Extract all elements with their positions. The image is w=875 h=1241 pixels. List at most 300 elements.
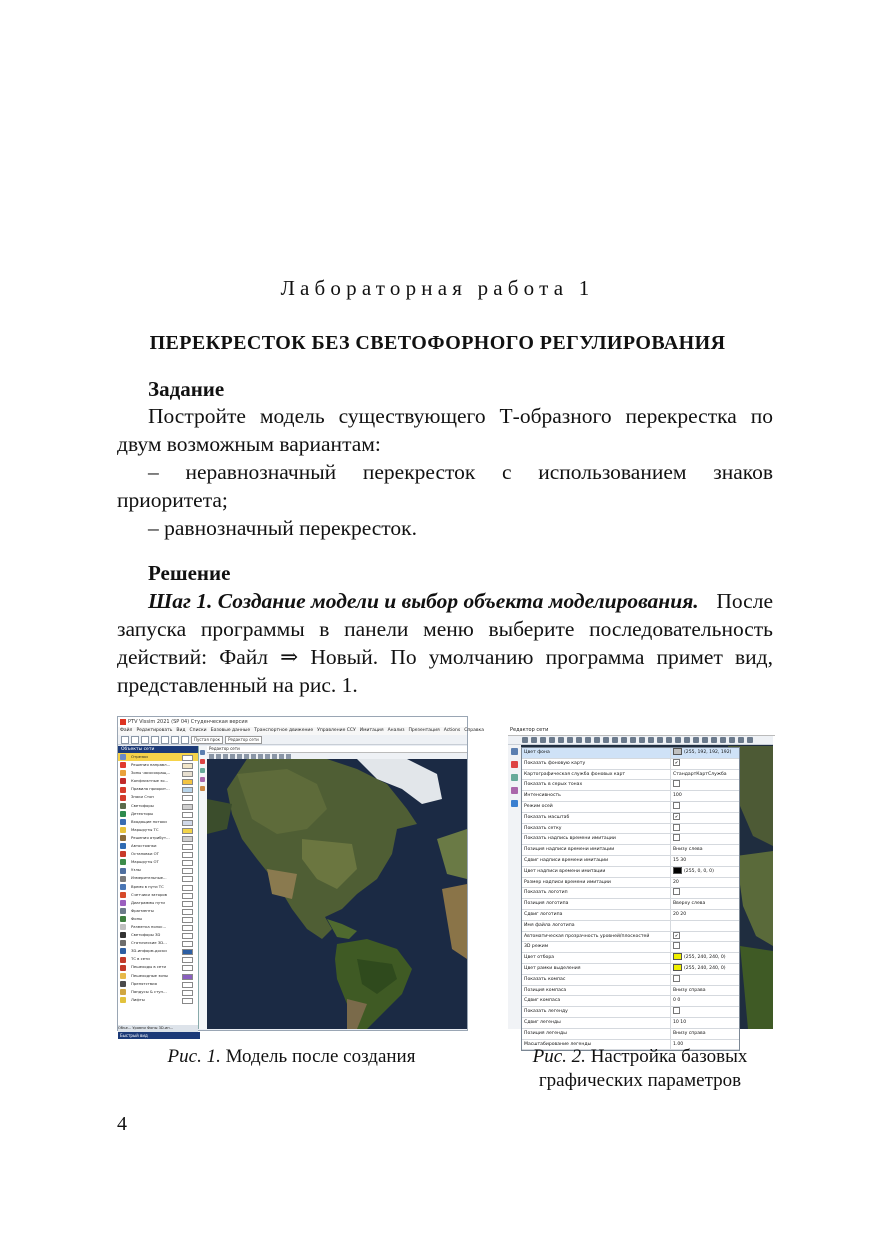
property-value[interactable] xyxy=(671,813,739,823)
object-color-swatch[interactable] xyxy=(182,933,193,939)
property-value[interactable] xyxy=(671,856,739,866)
solution-line-3: действий: Файл ⇒ Новый. По умолчанию программа примет вид, xyxy=(117,645,773,669)
property-checkbox[interactable]: ✔ xyxy=(674,932,679,938)
network-object-row[interactable] xyxy=(118,915,198,923)
property-row[interactable] xyxy=(522,975,739,986)
property-name: Картографическая служба фоновых карт xyxy=(522,770,671,780)
toolbar-icon[interactable] xyxy=(711,737,717,743)
network-object-row[interactable] xyxy=(118,785,198,793)
network-object-row[interactable] xyxy=(118,858,198,866)
text-value: 0 0 xyxy=(673,998,681,1004)
menu-item[interactable]: Анализ xyxy=(387,728,405,733)
property-checkbox[interactable] xyxy=(673,1007,680,1014)
save-file-icon[interactable] xyxy=(141,736,149,744)
network-object-row[interactable] xyxy=(118,818,198,826)
property-value[interactable] xyxy=(671,759,739,769)
network-object-row[interactable] xyxy=(118,753,198,761)
property-row[interactable] xyxy=(522,748,739,759)
object-color-swatch[interactable] xyxy=(182,804,193,810)
property-checkbox[interactable] xyxy=(673,975,680,982)
network-object-icon xyxy=(120,843,126,849)
rotate-tool-icon[interactable] xyxy=(200,777,205,782)
property-name: 3D режим xyxy=(522,942,671,952)
menu-bar xyxy=(118,727,485,735)
menu-item[interactable]: Имитация xyxy=(359,728,384,733)
property-name: Показать легенду xyxy=(522,1007,671,1017)
network-object-label: Светофоры 3D xyxy=(131,932,161,938)
pan-tool-icon[interactable] xyxy=(200,768,205,773)
network-object-row[interactable] xyxy=(118,769,198,777)
editor-title: Редактор сети xyxy=(508,726,775,736)
toolbar-icon[interactable] xyxy=(630,737,636,743)
toolbar-icon[interactable] xyxy=(657,737,663,743)
property-value[interactable] xyxy=(671,986,739,996)
property-value[interactable] xyxy=(671,899,739,909)
network-object-icon xyxy=(120,981,126,987)
network-object-label: Детекторы xyxy=(131,810,154,816)
property-row[interactable] xyxy=(522,964,739,975)
object-color-swatch[interactable] xyxy=(182,893,193,899)
property-value[interactable] xyxy=(671,802,739,812)
property-checkbox[interactable]: ✔ xyxy=(674,759,679,765)
property-name: Цвет надписи времени имитации xyxy=(522,867,671,877)
network-object-label: Лифты xyxy=(131,996,145,1002)
network-object-icon xyxy=(120,803,126,809)
menu-item[interactable]: Транспортное движение xyxy=(254,728,314,733)
toolbar-icon[interactable] xyxy=(648,737,654,743)
object-color-swatch[interactable] xyxy=(182,917,193,923)
network-objects-list xyxy=(118,753,198,1004)
network-object-label: Счетчики заторов xyxy=(131,891,167,897)
select-tool-icon[interactable] xyxy=(200,750,205,755)
text-value: 20 20 xyxy=(673,911,687,917)
property-value[interactable] xyxy=(671,867,739,877)
property-row[interactable] xyxy=(522,899,739,910)
property-checkbox[interactable] xyxy=(673,802,680,809)
stop-icon[interactable] xyxy=(181,736,189,744)
network-object-row[interactable] xyxy=(118,947,198,955)
network-object-row[interactable] xyxy=(118,842,198,850)
network-object-label: Диаграммы пути xyxy=(131,899,165,905)
zoom-tool-icon[interactable] xyxy=(200,759,205,764)
property-name: Сдвиг компаса xyxy=(522,996,671,1006)
figure-1-caption-label: Рис. 1. xyxy=(167,1046,221,1067)
network-object-row[interactable] xyxy=(118,874,198,882)
menu-item[interactable]: Файл xyxy=(120,728,133,733)
toolbar-icon[interactable] xyxy=(702,737,708,743)
network-object-label: Светофоры xyxy=(131,802,154,808)
network-object-icon xyxy=(120,948,126,954)
object-color-swatch[interactable] xyxy=(182,974,193,980)
property-value[interactable] xyxy=(671,975,739,985)
network-object-label: Время в пути ТС xyxy=(131,883,164,889)
property-value[interactable] xyxy=(671,996,739,1006)
property-name: Показать в серых тонах xyxy=(522,780,671,790)
app-icon xyxy=(120,719,126,725)
property-value[interactable] xyxy=(671,921,739,931)
color-value: (255, 240, 240, 0) xyxy=(684,965,726,971)
network-object-row[interactable] xyxy=(118,761,198,769)
network-object-label: Статические 3D... xyxy=(131,940,167,946)
object-color-swatch[interactable] xyxy=(182,795,193,801)
menu-item[interactable]: Вид xyxy=(176,728,186,733)
network-object-label: Автостоянки xyxy=(131,843,157,849)
property-row[interactable] xyxy=(522,802,739,813)
network-object-row[interactable] xyxy=(118,931,198,939)
property-value[interactable] xyxy=(671,1007,739,1017)
panel-title: Объекты сети xyxy=(118,746,198,753)
editor-side-toolbar xyxy=(508,745,521,1029)
property-row[interactable] xyxy=(522,942,739,953)
open-file-icon[interactable] xyxy=(131,736,139,744)
main-title: ПЕРЕКРЕСТОК БЕЗ СВЕТОФОРНОГО РЕГУЛИРОВАНИЯ xyxy=(149,332,726,354)
property-value[interactable] xyxy=(671,1029,739,1039)
color-swatch[interactable] xyxy=(673,867,682,874)
page-number: 4 xyxy=(117,1113,127,1135)
property-value[interactable] xyxy=(671,910,739,920)
property-value[interactable] xyxy=(671,1018,739,1028)
property-name: Имя файла логотипа xyxy=(522,921,671,931)
property-row[interactable] xyxy=(522,878,739,889)
editor-toolbar xyxy=(508,736,773,745)
task-line-5: – равнозначный перекресток. xyxy=(148,516,417,540)
new-file-icon[interactable] xyxy=(121,736,129,744)
network-object-label: Пешеходы в сети xyxy=(131,964,166,970)
property-row[interactable] xyxy=(522,996,739,1007)
property-row[interactable] xyxy=(522,888,739,899)
network-object-icon xyxy=(120,754,126,760)
graphic-parameters-table xyxy=(521,747,740,1051)
figure-2-screenshot xyxy=(508,726,773,1047)
property-row[interactable] xyxy=(522,759,739,770)
text-value: 20 xyxy=(673,879,679,885)
property-checkbox[interactable] xyxy=(673,834,680,841)
panel-tabs[interactable]: Объе... Уровни Фоны 3D-ин... xyxy=(118,1025,198,1032)
object-color-swatch[interactable] xyxy=(182,965,193,971)
toolbar-icon[interactable] xyxy=(567,737,573,743)
menu-item[interactable]: Базовые данные xyxy=(210,728,251,733)
menu-item[interactable]: Презентация xyxy=(408,728,440,733)
property-value[interactable] xyxy=(671,932,739,942)
object-color-swatch[interactable] xyxy=(182,844,193,850)
network-object-label: Решения атрибут... xyxy=(131,834,170,840)
network-object-row[interactable] xyxy=(118,980,198,988)
solution-line-2: запуска программы в панели меню выберите последовательность xyxy=(117,617,773,641)
step-line-rest: После xyxy=(716,589,773,613)
toolbar-icon[interactable] xyxy=(639,737,645,743)
property-row[interactable] xyxy=(522,791,739,802)
property-name: Цвет фона xyxy=(522,748,671,758)
object-color-swatch[interactable] xyxy=(182,925,193,931)
menu-item[interactable]: Actions xyxy=(443,728,461,733)
network-object-row[interactable] xyxy=(118,777,198,785)
pan-tool-icon[interactable] xyxy=(511,774,518,781)
property-value[interactable] xyxy=(671,834,739,844)
info-tool-icon[interactable] xyxy=(511,800,518,807)
property-checkbox[interactable] xyxy=(673,780,680,787)
network-editor[interactable] xyxy=(207,746,467,1029)
object-color-swatch[interactable] xyxy=(182,755,193,761)
network-object-row[interactable] xyxy=(118,834,198,842)
property-value[interactable] xyxy=(671,845,739,855)
network-object-icon xyxy=(120,900,126,906)
toolbar-icon[interactable] xyxy=(729,737,735,743)
property-row[interactable] xyxy=(522,856,739,867)
color-swatch[interactable] xyxy=(673,748,682,755)
property-row[interactable] xyxy=(522,867,739,878)
text-value: Вверху слева xyxy=(673,901,706,907)
network-object-icon xyxy=(120,868,126,874)
toolbar-icon[interactable] xyxy=(531,737,537,743)
network-object-icon xyxy=(120,957,126,963)
object-color-swatch[interactable] xyxy=(182,876,193,882)
property-row[interactable] xyxy=(522,932,739,943)
satellite-map[interactable] xyxy=(207,759,467,1029)
property-row[interactable] xyxy=(522,1018,739,1029)
object-color-swatch[interactable] xyxy=(182,812,193,818)
property-row[interactable] xyxy=(522,770,739,781)
property-row[interactable] xyxy=(522,953,739,964)
object-color-swatch[interactable] xyxy=(182,885,193,891)
property-row[interactable] xyxy=(522,780,739,791)
network-object-label: Маршруты ОТ xyxy=(131,859,159,865)
property-row[interactable] xyxy=(522,824,739,835)
text-value: 100 xyxy=(673,793,682,799)
task-line-2: двум возможным вариантам: xyxy=(117,432,381,456)
network-object-icon xyxy=(120,811,126,817)
solution-line-1 xyxy=(148,588,773,616)
network-object-icon xyxy=(120,762,126,768)
object-color-swatch[interactable] xyxy=(182,860,193,866)
measure-tool-icon[interactable] xyxy=(200,786,205,791)
layout-select[interactable]: Пустая прок xyxy=(191,736,223,744)
network-object-icon xyxy=(120,892,126,898)
toolbar-icon[interactable] xyxy=(558,737,564,743)
object-color-swatch[interactable] xyxy=(182,836,193,842)
network-object-row[interactable] xyxy=(118,826,198,834)
toolbar-icon[interactable] xyxy=(720,737,726,743)
network-object-row[interactable] xyxy=(118,963,198,971)
network-object-icon xyxy=(120,795,126,801)
network-object-icon xyxy=(120,989,126,995)
figure-2-caption xyxy=(490,1045,790,1093)
property-name: Сдвиг логотипа xyxy=(522,910,671,920)
property-name: Показать масштаб xyxy=(522,813,671,823)
property-row[interactable] xyxy=(522,1029,739,1040)
object-color-swatch[interactable] xyxy=(182,941,193,947)
network-object-row[interactable] xyxy=(118,850,198,858)
network-object-row[interactable] xyxy=(118,802,198,810)
color-value: (255, 0, 0, 0) xyxy=(684,868,714,874)
object-color-swatch[interactable] xyxy=(182,868,193,874)
network-object-icon xyxy=(120,924,126,930)
property-name: Позиция компаса xyxy=(522,986,671,996)
property-checkbox[interactable] xyxy=(673,824,680,831)
property-checkbox[interactable] xyxy=(673,942,680,949)
network-object-icon xyxy=(120,770,126,776)
object-color-swatch[interactable] xyxy=(182,779,193,785)
property-name: Цвет отбора xyxy=(522,953,671,963)
toolbar-icon[interactable] xyxy=(612,737,618,743)
property-row[interactable] xyxy=(522,910,739,921)
object-color-swatch[interactable] xyxy=(182,982,193,988)
task-line-4: приоритета; xyxy=(117,488,228,512)
property-row[interactable] xyxy=(522,813,739,824)
network-object-label: Пешеходные зоны xyxy=(131,972,169,978)
object-color-swatch[interactable] xyxy=(182,909,193,915)
object-color-swatch[interactable] xyxy=(182,787,193,793)
toolbar-icon[interactable] xyxy=(540,737,546,743)
object-color-swatch[interactable] xyxy=(182,763,193,769)
select-tool-icon[interactable] xyxy=(511,748,518,755)
property-row[interactable] xyxy=(522,1007,739,1018)
property-value[interactable] xyxy=(671,878,739,888)
menu-item[interactable]: Справка xyxy=(464,728,485,733)
network-object-row[interactable] xyxy=(118,972,198,980)
text-value: 15 30 xyxy=(673,857,687,863)
figure-1-caption-text: Модель после создания xyxy=(225,1046,416,1067)
network-object-icon xyxy=(120,827,126,833)
network-object-icon xyxy=(120,876,126,882)
property-value[interactable] xyxy=(671,888,739,898)
network-object-row[interactable] xyxy=(118,883,198,891)
text-value: Внизу справа xyxy=(673,987,706,993)
network-object-row[interactable] xyxy=(118,939,198,947)
object-color-swatch[interactable] xyxy=(182,852,193,858)
network-object-row[interactable] xyxy=(118,866,198,874)
network-object-row[interactable] xyxy=(118,891,198,899)
object-color-swatch[interactable] xyxy=(182,957,193,963)
step-label: Шаг 1. Создание модели и выбор объекта моделирования. xyxy=(148,589,699,613)
window-titlebar xyxy=(118,717,467,727)
network-object-icon xyxy=(120,973,126,979)
network-object-row[interactable] xyxy=(118,923,198,931)
network-object-row[interactable] xyxy=(118,988,198,996)
quick-view-title: Быстрый вид xyxy=(118,1032,200,1039)
network-object-row[interactable] xyxy=(118,907,198,915)
property-value[interactable] xyxy=(671,748,739,758)
property-row[interactable] xyxy=(522,845,739,856)
property-name: Сдвиг легенды xyxy=(522,1018,671,1028)
toolbar-icon[interactable] xyxy=(675,737,681,743)
network-object-label: Входящие потоки xyxy=(131,818,167,824)
network-object-icon xyxy=(120,965,126,971)
network-object-icon xyxy=(120,819,126,825)
network-object-icon xyxy=(120,835,126,841)
property-name: Позиция легенды xyxy=(522,1029,671,1039)
property-value[interactable] xyxy=(671,824,739,834)
toolbar-icon[interactable] xyxy=(522,737,528,743)
text-value: Внизу справа xyxy=(673,1030,706,1036)
property-row[interactable] xyxy=(522,921,739,932)
figure-2-caption-label: Рис. 2. xyxy=(532,1046,586,1067)
menu-item[interactable]: Редактировать xyxy=(136,728,173,733)
object-color-swatch[interactable] xyxy=(182,901,193,907)
color-swatch[interactable] xyxy=(673,953,682,960)
menu-item[interactable]: Управление ССУ xyxy=(317,728,356,733)
property-checkbox[interactable] xyxy=(673,888,680,895)
property-row[interactable] xyxy=(522,834,739,845)
text-value: Внизу слева xyxy=(673,847,703,853)
network-object-row[interactable] xyxy=(118,793,198,801)
property-name: Режим осей xyxy=(522,802,671,812)
toolbar-icon[interactable] xyxy=(603,737,609,743)
network-object-icon xyxy=(120,778,126,784)
toolbar-icon[interactable] xyxy=(693,737,699,743)
object-color-swatch[interactable] xyxy=(182,820,193,826)
network-object-label: Зоны часосокращ... xyxy=(131,770,171,776)
text-value: 10 10 xyxy=(673,1019,687,1025)
task-heading: Задание xyxy=(148,377,225,401)
object-color-swatch[interactable] xyxy=(182,990,193,996)
object-color-swatch[interactable] xyxy=(182,949,193,955)
network-object-icon xyxy=(120,908,126,914)
network-object-row[interactable] xyxy=(118,899,198,907)
solution-heading: Решение xyxy=(148,561,231,585)
property-value[interactable] xyxy=(671,964,739,974)
editor-select[interactable]: Редактор сети xyxy=(225,736,262,744)
network-object-label: Узлы xyxy=(131,867,141,873)
undo-icon[interactable] xyxy=(151,736,159,744)
network-object-label: Препятствия xyxy=(131,980,157,986)
property-value[interactable] xyxy=(671,953,739,963)
property-row[interactable] xyxy=(522,986,739,997)
property-name: Масштабирование легенды xyxy=(522,1040,671,1050)
network-objects-panel xyxy=(118,746,199,1038)
figure-1-caption xyxy=(117,1045,466,1069)
network-object-label: Маршруты ТС xyxy=(131,826,159,832)
property-value[interactable] xyxy=(671,942,739,952)
property-name: Показать фоновую карту xyxy=(522,759,671,769)
toolbar-icon[interactable] xyxy=(576,737,582,743)
property-value[interactable] xyxy=(671,770,739,780)
menu-item[interactable]: Списки xyxy=(189,728,207,733)
redo-icon[interactable] xyxy=(161,736,169,744)
network-object-icon xyxy=(120,851,126,857)
object-color-swatch[interactable] xyxy=(182,998,193,1004)
text-value: СтандартКартСлужба xyxy=(673,771,727,777)
task-line-1: Постройте модель существующего Т-образного перекрестка по xyxy=(148,404,773,428)
toolbar-icon[interactable] xyxy=(549,737,555,743)
toolbar-icon[interactable] xyxy=(747,737,753,743)
object-color-swatch[interactable] xyxy=(182,771,193,777)
property-value[interactable] xyxy=(671,791,739,801)
network-object-row[interactable] xyxy=(118,810,198,818)
toolbar-icon[interactable] xyxy=(684,737,690,743)
network-object-row[interactable] xyxy=(118,955,198,963)
color-value: (255, 240, 240, 0) xyxy=(684,955,726,961)
toolbar-icon[interactable] xyxy=(621,737,627,743)
zoom-tool-icon[interactable] xyxy=(511,761,518,768)
property-value[interactable] xyxy=(671,780,739,790)
color-swatch[interactable] xyxy=(673,964,682,971)
toolbar-icon[interactable] xyxy=(738,737,744,743)
toolbar-icon[interactable] xyxy=(666,737,672,743)
solution-line-4: представленный на рис. 1. xyxy=(117,673,358,697)
toolbar-icon[interactable] xyxy=(594,737,600,743)
network-object-label: Остановки ОТ xyxy=(131,851,159,857)
network-object-icon xyxy=(120,859,126,865)
property-checkbox[interactable]: ✔ xyxy=(674,813,679,819)
network-object-row[interactable] xyxy=(118,996,198,1004)
network-object-label: Решения направл... xyxy=(131,762,171,768)
property-name: Показать логотип xyxy=(522,888,671,898)
toolbar-icon[interactable] xyxy=(585,737,591,743)
play-icon[interactable] xyxy=(171,736,179,744)
rotate-tool-icon[interactable] xyxy=(511,787,518,794)
network-object-label: Фоны xyxy=(131,915,143,921)
object-color-swatch[interactable] xyxy=(182,828,193,834)
